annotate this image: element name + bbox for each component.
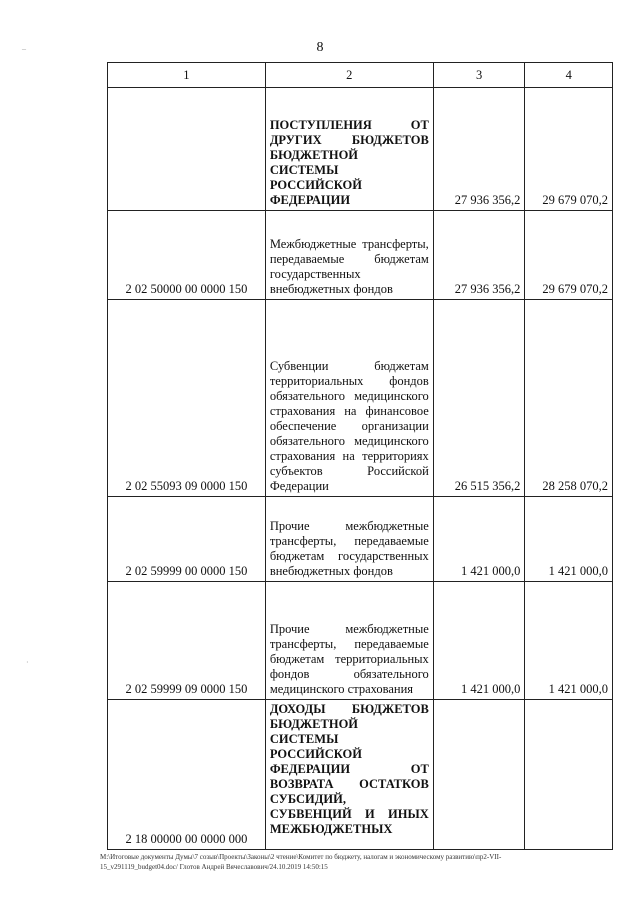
table-row [108,582,613,700]
header-col-4: 4 [525,63,613,88]
row-code: 2 18 00000 00 0000 000 [108,700,266,850]
table-row [108,497,613,582]
row-name: Субвенции бюджетам территориальных фондов обязательного медицинского страхования на финансовое обеспечение организации обязательного медицинского страхования на территориях субъектов Российской Федерации [265,300,433,497]
row-value-col4: 29 679 070,2 [525,88,613,211]
page-number: 8 [316,40,324,55]
row-value-col4 [525,700,613,850]
row-code [108,88,266,211]
row-value-col4: 28 258 070,2 [525,300,613,497]
row-value-col3: 27 936 356,2 [433,211,525,300]
row-name: ПОСТУПЛЕНИЯ ОТ ДРУГИХ БЮДЖЕТОВ БЮДЖЕТНОЙ СИСТЕМЫ РОССИЙСКОЙ ФЕДЕРАЦИИ [265,88,433,211]
row-name: ДОХОДЫ БЮДЖЕТОВ БЮДЖЕТНОЙ СИСТЕМЫ РОССИЙСКОЙ ФЕДЕРАЦИИ ОТ ВОЗВРАТА ОСТАТКОВ СУБСИДИЙ, СУБВЕНЦИЙ И ИНЫХ МЕЖБЮДЖЕТНЫХ [265,700,433,850]
budget-table [107,62,613,850]
scan-mark: · [26,658,29,667]
row-code: 2 02 59999 00 0000 150 [108,497,266,582]
header-col-2: 2 [265,63,433,88]
table-header-row [108,63,613,88]
row-name: Прочие межбюджетные трансферты, передаваемые бюджетам государственных внебюджетных фондов [265,497,433,582]
row-value-col3: 27 936 356,2 [433,88,525,211]
row-value-col3: 1 421 000,0 [433,497,525,582]
row-code: 2 02 50000 00 0000 150 [108,211,266,300]
table-row [108,300,613,497]
document-footer [100,852,620,872]
row-value-col4: 1 421 000,0 [525,497,613,582]
row-code: 2 02 55093 09 0000 150 [108,300,266,497]
row-name: Прочие межбюджетные трансферты, передаваемые бюджетам территориальных фондов обязательного медицинского страхования [265,582,433,700]
scan-mark: – [22,44,26,53]
row-value-col4: 29 679 070,2 [525,211,613,300]
table-row [108,88,613,211]
table-row [108,700,613,850]
row-value-col3 [433,700,525,850]
header-col-3: 3 [433,63,525,88]
row-name: Межбюджетные трансферты, передаваемые бюджетам государственных внебюджетных фондов [265,211,433,300]
row-value-col3: 1 421 000,0 [433,582,525,700]
row-value-col4: 1 421 000,0 [525,582,613,700]
header-col-1: 1 [108,63,266,88]
footer-file-line: 15_v291119_budget04.doc/ Глотов Андрей Вячеславович/24.10.2019 14:50:15 [100,863,328,871]
footer-path-line: M:\Итоговые документы Думы\7 созыв\Проекты\Законы\2 чтение\Комитет по бюджету, налогам и экономическому развитию\пр2-VII- [100,853,502,861]
row-value-col3: 26 515 356,2 [433,300,525,497]
row-code: 2 02 59999 09 0000 150 [108,582,266,700]
table-row [108,211,613,300]
